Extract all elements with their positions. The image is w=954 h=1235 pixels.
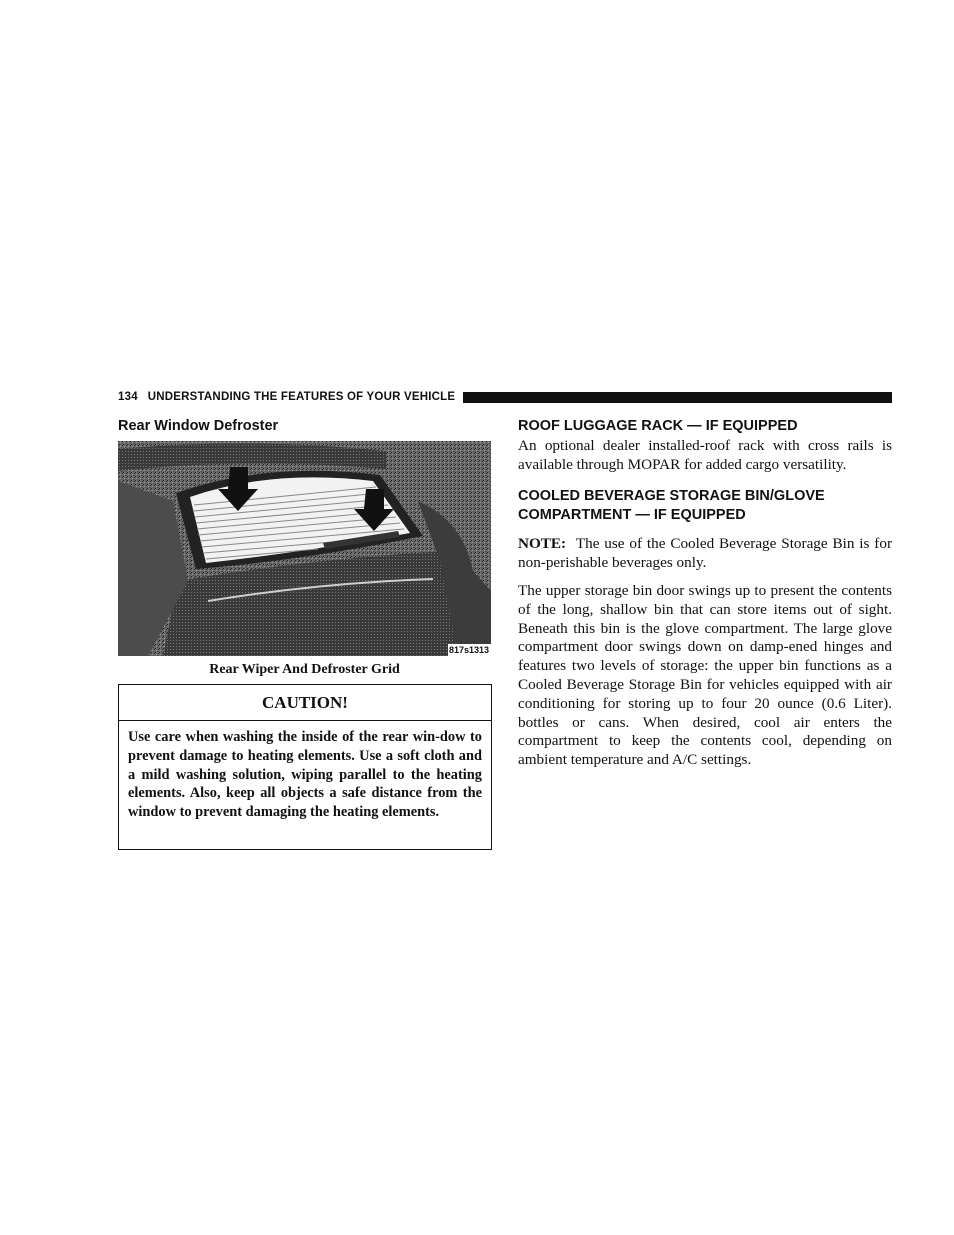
- note-label: NOTE:: [518, 535, 567, 552]
- header-rule: [463, 392, 892, 403]
- section-title: UNDERSTANDING THE FEATURES OF YOUR VEHICLE: [147, 391, 456, 403]
- cooled-bin-heading-line2: COMPARTMENT — IF EQUIPPED: [518, 507, 746, 523]
- running-header: [118, 389, 892, 405]
- roof-luggage-rack-heading: ROOF LUGGAGE RACK — IF EQUIPPED: [518, 418, 798, 434]
- note-text: The use of the Cooled Beverage Storage Bin is for non-perishable beverages only.: [518, 535, 892, 571]
- note-paragraph: [518, 535, 892, 573]
- figure-caption: Rear Wiper And Defroster Grid: [209, 662, 400, 677]
- roof-luggage-rack-text: An optional dealer installed-roof rack with cross rails is available through MOPAR for added cargo versatility.: [518, 437, 892, 473]
- cooled-bin-text: The upper storage bin door swings up to present the contents of the long, shallow bin that can store items out of sight. Beneath this bin is the glove compartment. The large glove compartment door swings down on damp-ened hinges and features two levels of storage: the upper bin functions as a Cooled Beverage Storage Bin for vehicles equipped with air conditioning for storing up to four 20 ounce (0.6 Liter). bottles or cans. When desired, cool air enters the compartment to keep the contents cool, depending on ambient temperature and A/C settings.: [518, 582, 892, 769]
- page-number: 134: [118, 391, 138, 403]
- cooled-bin-heading-line1: COOLED BEVERAGE STORAGE BIN/GLOVE: [518, 488, 825, 504]
- caution-title: CAUTION!: [119, 685, 491, 721]
- cooled-bin-heading: [518, 487, 892, 525]
- rear-window-defroster-heading: Rear Window Defroster: [118, 418, 279, 434]
- figure-code: 817s1313: [448, 645, 489, 655]
- caution-box: [118, 684, 492, 850]
- rear-window-figure: [118, 441, 491, 656]
- caution-text: Use care when washing the inside of the rear win-dow to prevent damage to heating elements. Use a soft cloth and a mild washing solution, wiping parallel to the heating elements. Also, keep all objects a safe distance from the window to prevent damaging the heating elements.: [128, 729, 482, 821]
- rear-window-illustration: [118, 441, 491, 656]
